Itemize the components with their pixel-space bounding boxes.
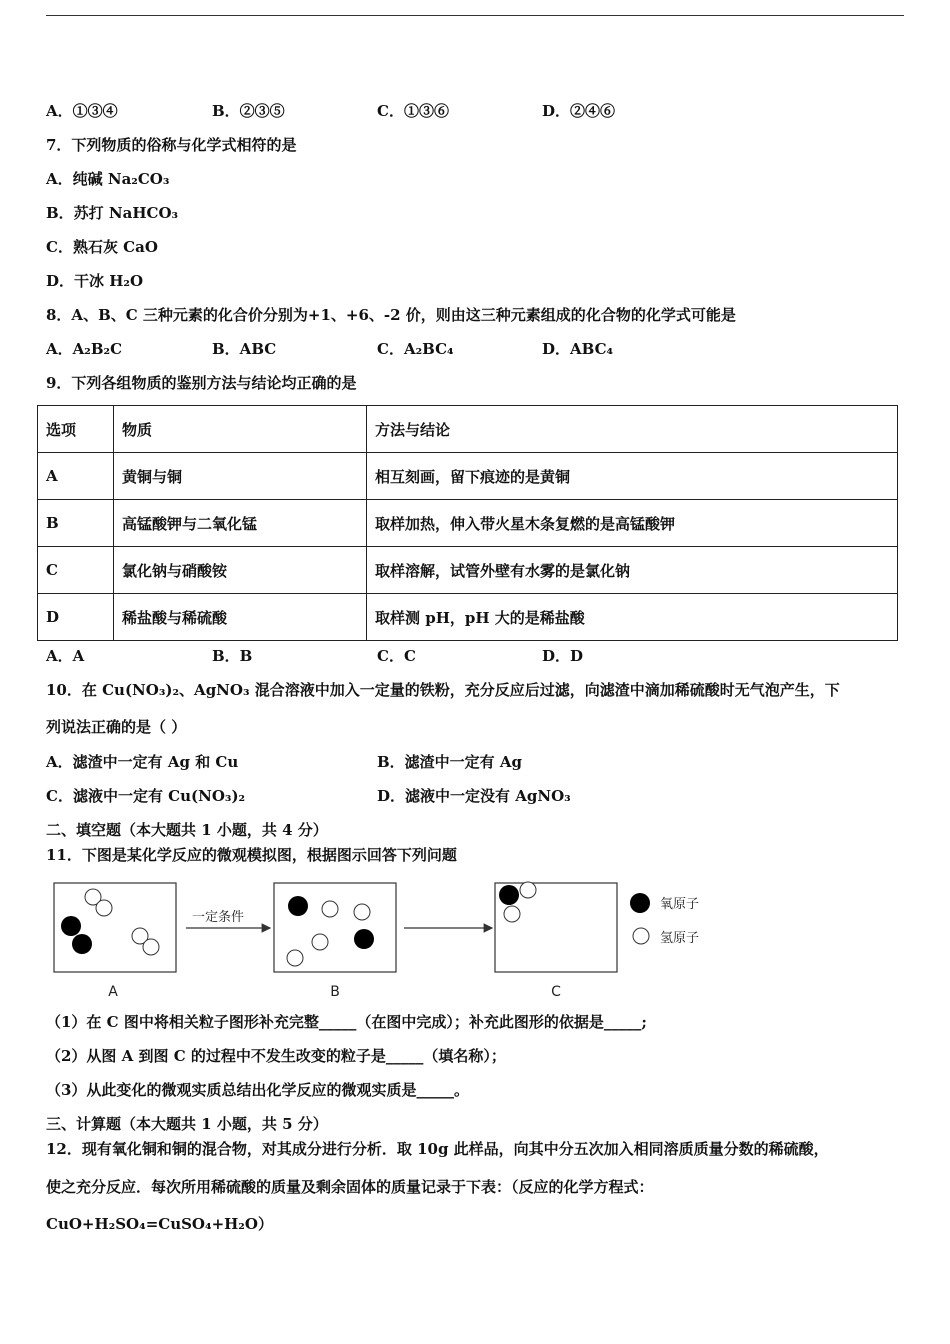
oxygen-atom bbox=[72, 934, 92, 954]
q9-stem: 9．下列各组物质的鉴别方法与结论均正确的是 bbox=[46, 374, 357, 392]
table-row bbox=[38, 547, 898, 594]
row-method: 相互刻画，留下痕迹的是黄铜 bbox=[367, 453, 898, 500]
q6-option-d: D．②④⑥ bbox=[542, 102, 616, 120]
row-option: D bbox=[38, 594, 114, 641]
q10-option-d: D．滤液中一定没有 AgNO₃ bbox=[377, 787, 571, 805]
header-method: 方法与结论 bbox=[367, 406, 898, 453]
q10-option-c: C．滤液中一定有 Cu(NO₃)₂ bbox=[46, 787, 246, 805]
q12-line1: 12．现有氧化铜和铜的混合物，对其成分进行分析．取 10g 此样品，向其中分五次加入相同溶质质量分数的稀硫酸， bbox=[46, 1140, 829, 1158]
oxygen-atom bbox=[354, 929, 374, 949]
q11-stem: 11．下图是某化学反应的微观模拟图，根据图示回答下列问题 bbox=[46, 846, 457, 864]
q9-option-d: D．D bbox=[542, 647, 584, 665]
oxygen-atom bbox=[61, 916, 81, 936]
table-row bbox=[38, 500, 898, 547]
q11-reaction-diagram bbox=[46, 876, 746, 1002]
legend-oxygen-label: 氧原子 bbox=[660, 897, 700, 912]
hydrogen-atom bbox=[96, 900, 112, 916]
q10-option-a: A．滤渣中一定有 Ag 和 Cu bbox=[46, 753, 239, 771]
row-substance: 稀盐酸与稀硫酸 bbox=[114, 594, 367, 641]
row-substance: 氯化钠与硝酸铵 bbox=[114, 547, 367, 594]
table-header-row bbox=[38, 406, 898, 453]
q8-option-c: C．A₂BC₄ bbox=[377, 340, 454, 358]
row-option: A bbox=[38, 453, 114, 500]
q7-stem: 7．下列物质的俗称与化学式相符的是 bbox=[46, 136, 297, 154]
q11-subquestion-1: （1）在 C 图中将相关粒子图形补充完整_____（在图中完成）；补充此图形的依据是_____; bbox=[46, 1013, 647, 1031]
box-c-label: C bbox=[551, 984, 561, 1000]
q12-line2: 使之充分反应．每次所用稀硫酸的质量及剩余固体的质量记录于下表：（反应的化学方程式： bbox=[46, 1178, 654, 1196]
page-top-rule bbox=[46, 15, 904, 16]
row-method: 取样测 pH，pH 大的是稀盐酸 bbox=[367, 594, 898, 641]
hydrogen-atom bbox=[322, 901, 338, 917]
q11-subquestion-2: （2）从图 A 到图 C 的过程中不发生改变的粒子是_____（填名称）； bbox=[46, 1047, 506, 1065]
q8-option-b: B．ABC bbox=[212, 340, 277, 358]
hydrogen-atom bbox=[520, 882, 536, 898]
q11-subquestion-3: （3）从此变化的微观实质总结出化学反应的微观实质是_____。 bbox=[46, 1081, 469, 1099]
row-option: B bbox=[38, 500, 114, 547]
row-method: 取样溶解，试管外壁有水雾的是氯化钠 bbox=[367, 547, 898, 594]
oxygen-atom bbox=[499, 885, 519, 905]
q9-option-c: C．C bbox=[377, 647, 416, 665]
section-3-heading: 三、计算题（本大题共 1 小题，共 5 分） bbox=[46, 1115, 328, 1133]
table-row bbox=[38, 453, 898, 500]
q10-stem-line1: 10．在 Cu(NO₃)₂、AgNO₃ 混合溶液中加入一定量的铁粉，充分反应后过滤，向滤渣中滴加稀硫酸时无气泡产生，下 bbox=[46, 681, 840, 699]
q9-option-a: A．A bbox=[46, 647, 85, 665]
header-substance: 物质 bbox=[114, 406, 367, 453]
q6-option-a: A．①③④ bbox=[46, 102, 118, 120]
q10-stem-line2: 列说法正确的是（ ） bbox=[46, 718, 187, 736]
legend-oxygen-icon bbox=[630, 893, 650, 913]
row-substance: 高锰酸钾与二氧化锰 bbox=[114, 500, 367, 547]
q9-option-b: B．B bbox=[212, 647, 253, 665]
box-b-label: B bbox=[330, 984, 340, 1000]
q7-option-c: C．熟石灰 CaO bbox=[46, 238, 158, 256]
q8-option-d: D．ABC₄ bbox=[542, 340, 614, 358]
q7-option-b: B．苏打 NaHCO₃ bbox=[46, 204, 179, 222]
box-a-label: A bbox=[108, 984, 118, 1000]
arrow-condition-label: 一定条件 bbox=[192, 910, 245, 925]
oxygen-atom bbox=[288, 896, 308, 916]
hydrogen-atom bbox=[504, 906, 520, 922]
q6-option-c: C．①③⑥ bbox=[377, 102, 449, 120]
row-option: C bbox=[38, 547, 114, 594]
section-2-heading: 二、填空题（本大题共 1 小题，共 4 分） bbox=[46, 821, 328, 839]
row-substance: 黄铜与铜 bbox=[114, 453, 367, 500]
q10-option-b: B．滤渣中一定有 Ag bbox=[377, 753, 523, 771]
legend-hydrogen-icon bbox=[633, 928, 649, 944]
q9-table bbox=[37, 405, 898, 641]
header-option: 选项 bbox=[38, 406, 114, 453]
hydrogen-atom bbox=[312, 934, 328, 950]
q7-option-d: D．干冰 H₂O bbox=[46, 272, 144, 290]
hydrogen-atom bbox=[287, 950, 303, 966]
q12-equation: CuO+H₂SO₄=CuSO₄+H₂O） bbox=[46, 1215, 273, 1233]
hydrogen-atom bbox=[143, 939, 159, 955]
table-row bbox=[38, 594, 898, 641]
q8-stem: 8．A、B、C 三种元素的化合价分别为+1、+6、-2 价，则由这三种元素组成的化合物的化学式可能是 bbox=[46, 306, 736, 324]
row-method: 取样加热，伸入带火星木条复燃的是高锰酸钾 bbox=[367, 500, 898, 547]
q7-option-a: A．纯碱 Na₂CO₃ bbox=[46, 170, 170, 188]
hydrogen-atom bbox=[354, 904, 370, 920]
legend-hydrogen-label: 氢原子 bbox=[660, 931, 700, 946]
q6-option-b: B．②③⑤ bbox=[212, 102, 285, 120]
q8-option-a: A．A₂B₂C bbox=[46, 340, 123, 358]
